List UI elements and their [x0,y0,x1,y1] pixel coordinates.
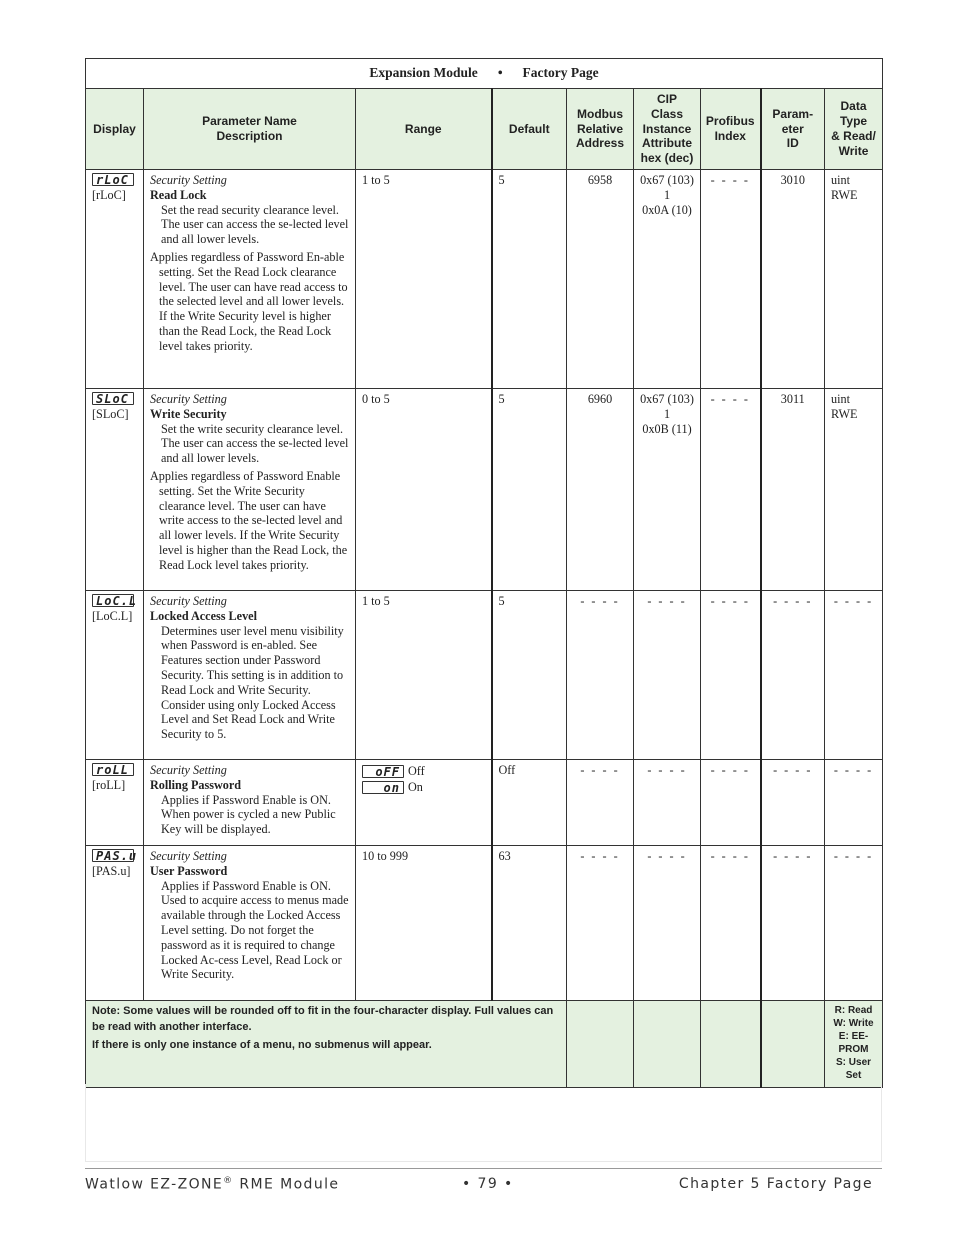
display-cell [86,170,144,389]
title-left: Expansion Module [369,65,478,81]
parameter-description-note: Applies regardless of Password En-able setting. Set the Read Lock clearance level. The user can have read access to the selected level and all lower levels. If the Write Security level is higher than the Read Lock, the Read Lock level takes priority. [150,249,348,353]
profibus-cell: - - - - [701,845,761,1000]
data-type-cell: uint RWE [825,170,883,389]
header-data-type: Data Type & Read/ Write [825,89,883,170]
parameter-table [85,58,883,1088]
parameter-id-cell: - - - - [761,591,825,760]
page-footer [85,1176,873,1196]
parameter-name: User Password [150,863,228,878]
header-display: Display [86,89,144,170]
display-cell [86,760,144,846]
lcd-display-icon: SLoC [92,392,134,405]
header-cip: CIP Class Instance Attribute hex (dec) [634,89,701,170]
parameter-description: Applies if Password Enable is ON. When power is cycled a new Public Key will be displayed. [161,792,336,837]
header-default: Default [492,89,567,170]
profibus-cell: - - - - [701,389,761,591]
default-cell: 5 [492,170,567,389]
data-type-cell: - - - - [825,760,883,846]
description-cell [144,845,356,1000]
display-code: [rLoC] [92,187,126,202]
display-cell [86,845,144,1000]
header-parameter-id: Param- eter ID [761,89,825,170]
range-cell [356,760,492,846]
lcd-display-icon: roLL [92,763,134,776]
range-cell: 1 to 5 [356,591,492,760]
lcd-off-icon: oFF [362,765,404,778]
range-option: oFF Off [362,763,485,779]
default-cell: Off [492,760,567,846]
lcd-on-icon: on [362,781,404,794]
parameter-category: Security Setting [150,392,227,406]
lcd-display-icon: PAS.u [92,849,134,862]
modbus-cell: - - - - [567,591,634,760]
display-cell [86,389,144,591]
parameter-id-cell: 3011 [761,389,825,591]
footer-divider [85,1168,882,1169]
footer-page-number: • 79 • [462,1176,514,1192]
description-cell [144,389,356,591]
table-header-row [86,89,883,170]
description-cell [144,170,356,389]
cip-cell: - - - - [634,591,701,760]
cip-cell: 0x67 (103) 1 0x0B (11) [634,389,701,591]
notes-empty-cell [634,1000,701,1087]
parameter-name: Write Security [150,406,227,421]
parameter-category: Security Setting [150,594,227,608]
header-parameter-name: Parameter Name Description [144,89,356,170]
note-rounding: Note: Some values will be rounded off to fit in the four-character display. Full values can be read with another interface. [92,1004,554,1033]
range-cell: 10 to 999 [356,845,492,1000]
data-type-cell: - - - - [825,591,883,760]
parameter-category: Security Setting [150,763,227,777]
data-type-cell: uint RWE [825,389,883,591]
notes-row [86,1000,883,1087]
modbus-cell: - - - - [567,845,634,1000]
modbus-cell: 6960 [567,389,634,591]
display-code: [PAS.u] [92,863,131,878]
default-cell: 5 [492,591,567,760]
title-right: Factory Page [522,65,599,81]
parameter-id-cell: - - - - [761,845,825,1000]
lcd-display-icon: LoC.L [92,594,134,607]
notes-empty-cell [567,1000,634,1087]
cip-cell: - - - - [634,760,701,846]
profibus-cell: - - - - [701,760,761,846]
header-modbus: Modbus Relative Address [567,89,634,170]
parameter-id-cell: 3010 [761,170,825,389]
parameter-category: Security Setting [150,848,227,863]
table-row [86,760,883,846]
default-cell: 63 [492,845,567,1000]
range-cell: 0 to 5 [356,389,492,591]
parameter-name: Locked Access Level [150,608,257,623]
notes-empty-cell [701,1000,761,1087]
default-cell: 5 [492,389,567,591]
footer-product: Watlow EZ-ZONE® RME Module [85,1176,340,1193]
data-type-legend: R: Read W: Write E: EE- PROM S: User Set [825,1000,883,1087]
parameter-description-note: Applies regardless of Password Enable setting. Set the Write Security clearance level. The user can have write access to the se-lected level and all lower levels. If the Write Security level is higher than the Read Lock, the Read Lock level takes priority. [150,468,348,572]
table-row [86,845,883,1000]
display-code: [roLL] [92,777,126,792]
description-cell [144,591,356,760]
display-code: [LoC.L] [92,608,133,623]
cip-cell: 0x67 (103) 1 0x0A (10) [634,170,701,389]
description-cell [144,760,356,846]
display-code: [SLoC] [92,406,129,421]
parameter-description: Applies if Password Enable is ON. Used to acquire access to menus made available through the Locked Access Level setting. Do not forget the password as it is required to change Locked Ac-cess Level, Read Lock or Write Security. [161,878,349,982]
lcd-display-icon: rLoC [92,173,134,186]
notes-empty-cell [761,1000,825,1087]
parameter-category: Security Setting [150,173,227,187]
page-bottom-frame [85,1084,882,1162]
header-profibus: Profibus Index [701,89,761,170]
range-option: on On [362,779,485,795]
footer-chapter: Chapter 5 Factory Page [678,1176,873,1192]
note-submenus: If there is only one instance of a menu, no submenus will appear. [92,1038,432,1051]
table-row [86,389,883,591]
parameter-id-cell: - - - - [761,760,825,846]
table-row [86,170,883,389]
parameter-name: Read Lock [150,187,207,202]
header-range: Range [356,89,492,170]
modbus-cell: 6958 [567,170,634,389]
data-type-cell: - - - - [825,845,883,1000]
table-row [86,591,883,760]
parameter-description: Set the write security clearance level. The user can access the se-lected level and all lower levels. [161,421,349,466]
parameter-description: Determines user level menu visibility when Password is en-abled. See Features section under Password Security. This setting is in addition to Read Lock and Write Security. Consider using only Locked Access Level and Set Read Lock and Write Security to 5. [161,623,344,742]
range-cell: 1 to 5 [356,170,492,389]
display-cell [86,591,144,760]
modbus-cell: - - - - [567,760,634,846]
parameter-name: Rolling Password [150,777,242,792]
parameter-description: Set the read security clearance level. The user can access the se-lected level and all lower levels. [161,202,349,247]
title-bullet: • [497,65,503,81]
cip-cell: - - - - [634,845,701,1000]
table-title [86,59,883,89]
profibus-cell: - - - - [701,591,761,760]
profibus-cell: - - - - [701,170,761,389]
notes-cell [86,1000,567,1087]
